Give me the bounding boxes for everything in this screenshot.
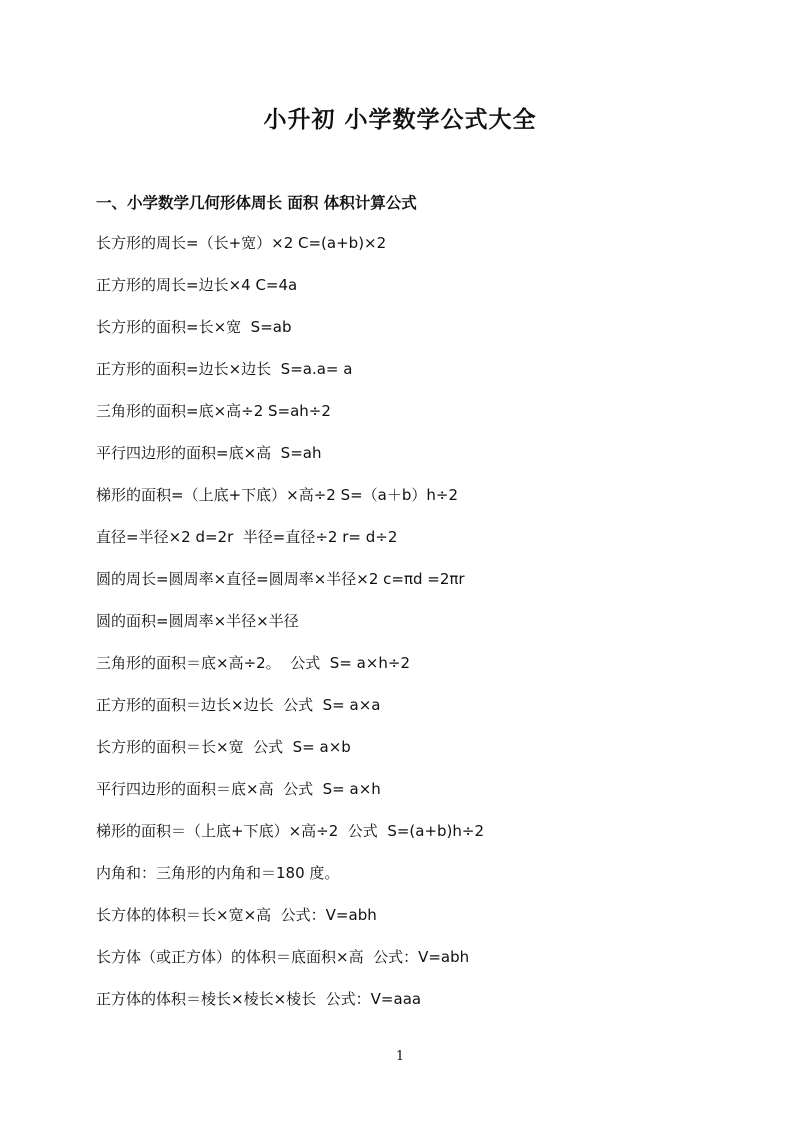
formula-line: 长方形的面积=长×宽 S=ab	[96, 318, 292, 336]
formula-line: 长方形的面积＝长×宽 公式 S= a×b	[96, 738, 351, 756]
formula-line: 长方体（或正方体）的体积＝底面积×高 公式：V=abh	[96, 948, 470, 966]
formula-line: 长方形的周长=（长+宽）×2 C=(a+b)×2	[96, 234, 387, 252]
formula-line: 三角形的面积＝底×高÷2。 公式 S= a×h÷2	[96, 654, 410, 672]
formula-line: 梯形的面积=（上底+下底）×高÷2 S=（a＋b）h÷2	[96, 486, 459, 504]
formula-line: 三角形的面积=底×高÷2 S=ah÷2	[96, 402, 331, 420]
formula-line: 梯形的面积＝（上底+下底）×高÷2 公式 S=(a+b)h÷2	[96, 822, 485, 840]
formula-line: 直径=半径×2 d=2r 半径=直径÷2 r= d÷2	[96, 528, 398, 546]
formula-line: 正方体的体积＝棱长×棱长×棱长 公式：V=aaa	[96, 990, 422, 1008]
formula-line: 长方体的体积＝长×宽×高 公式：V=abh	[96, 906, 377, 924]
document-title: 小升初 小学数学公式大全	[263, 107, 537, 133]
formula-list	[96, 233, 484, 1031]
formula-line: 正方形的周长=边长×4 C=4a	[96, 276, 298, 294]
page-number: 1	[395, 1049, 405, 1064]
formula-line: 内角和：三角形的内角和＝180 度。	[96, 864, 340, 882]
section-heading: 一、小学数学几何形体周长 面积 体积计算公式	[96, 194, 417, 212]
formula-line: 圆的周长=圆周率×直径=圆周率×半径×2 c=πd =2πr	[96, 570, 465, 588]
formula-line: 平行四边形的面积=底×高 S=ah	[96, 444, 322, 462]
formula-line: 正方形的面积=边长×边长 S=a.a= a	[96, 360, 353, 378]
formula-line: 圆的面积=圆周率×半径×半径	[96, 612, 299, 630]
formula-line: 正方形的面积＝边长×边长 公式 S= a×a	[96, 696, 381, 714]
formula-line: 平行四边形的面积＝底×高 公式 S= a×h	[96, 780, 381, 798]
